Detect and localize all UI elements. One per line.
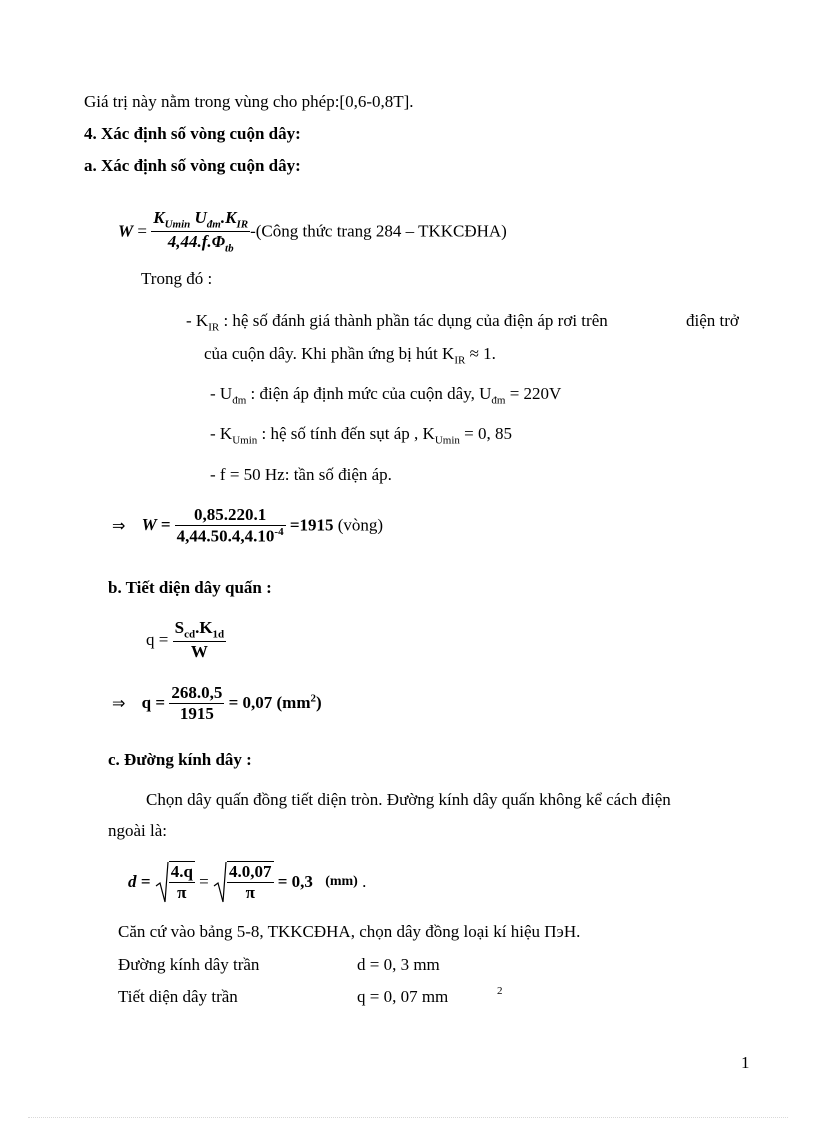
formula-q-lhs: q = bbox=[146, 629, 169, 649]
formula-w-lhs: W bbox=[118, 221, 134, 241]
formula-d-radicand-2: $\frac{4.0,07}{\pi}$ bbox=[229, 862, 272, 902]
heading-subsection-b: b. Tiết diện dây quấn : bbox=[108, 578, 272, 597]
formula-q bbox=[146, 618, 226, 662]
formula-q-denominator: W bbox=[190, 642, 208, 662]
bare-section-label: Tiết diện dây trần bbox=[118, 987, 238, 1006]
def-frequency: - f = 50 Hz: tần số điện áp. bbox=[210, 465, 392, 484]
formula-w-numerator: $K_{Umin}$ $U_{đm}.K_{IR}$ bbox=[153, 208, 249, 231]
calc-w-denominator: $4,44.50.4,4.10^{-4}$ bbox=[176, 525, 284, 546]
heading-section-4: 4. Xác định số vòng cuộn dây: bbox=[84, 124, 301, 143]
calc-q-denominator: 1915 bbox=[179, 703, 214, 723]
formula-d-result: = 0,3 bbox=[277, 872, 313, 891]
bare-diameter-label: Đường kính dây trần bbox=[118, 955, 260, 974]
trong-do-label: Trong đó : bbox=[141, 269, 213, 288]
implies-arrow-icon: ⇒ bbox=[112, 693, 126, 713]
formula-w-note: -(Công thức trang 284 – TKKCĐHA) bbox=[250, 221, 507, 241]
calc-w-numerator: 0,85.220.1 bbox=[175, 505, 286, 526]
calc-q-lhs: q = bbox=[141, 693, 166, 713]
def-udm: - $U_{đm}$ : điện áp định mức của cuộn dây, $U_{đm} = 220V$ bbox=[210, 384, 562, 407]
formula-w-fraction bbox=[151, 208, 250, 255]
sqrt-icon bbox=[155, 860, 195, 904]
bare-diameter-value: d = 0, 3 mm bbox=[357, 955, 440, 974]
calc-w-result: =1915 bbox=[289, 515, 334, 535]
formula-w-denominator: $4,44.f.\Phi_{tb}$ bbox=[167, 232, 234, 255]
page-number: 1 bbox=[741, 1053, 750, 1072]
heading-subsection-a: a. Xác định số vòng cuộn dây: bbox=[84, 156, 301, 175]
page-bottom-divider bbox=[28, 1117, 788, 1118]
formula-w-equals: = bbox=[137, 221, 147, 241]
def-kir-line2: của cuộn dây. Khi phần ứng bị hút $K_{IR} \approx 1$. bbox=[204, 344, 496, 367]
para-table-ref: Căn cứ vào bảng 5-8, TKKCĐHA, chọn dây đồng loại kí hiệu ПэН. bbox=[118, 922, 581, 941]
formula-d bbox=[128, 860, 366, 904]
calc-q-result: = 0,07 $(mm^2)$ bbox=[228, 692, 322, 713]
def-kir-line1: - $K_{IR}$ : hệ số đánh giá thành phần tác dụng của điện áp rơi trên bbox=[186, 311, 608, 334]
formula-d-radicand-1: $\frac{4.q}{\pi}$ bbox=[170, 862, 193, 902]
calc-w-lhs: W = bbox=[141, 515, 171, 535]
formula-w bbox=[118, 208, 507, 255]
calc-q bbox=[112, 683, 322, 723]
def-kumin: - $K_{Umin}$ : hệ số tính đến sụt áp , $K_{Umin} = 0$, 85 bbox=[210, 424, 512, 447]
formula-d-end: . bbox=[362, 872, 367, 891]
sqrt-icon bbox=[213, 860, 274, 904]
formula-d-equals: = bbox=[199, 872, 209, 891]
para-choose-line1: Chọn dây quấn đồng tiết diện tròn. Đường kính dây quấn không kể cách điện bbox=[146, 790, 671, 809]
implies-arrow-icon: ⇒ bbox=[112, 515, 126, 535]
calc-w bbox=[112, 505, 383, 546]
bare-section-value: q = 0, 07 mm bbox=[357, 987, 449, 1006]
sqrt-sign-icon bbox=[213, 860, 227, 904]
formula-q-fraction bbox=[173, 618, 227, 662]
formula-d-lhs: d = bbox=[128, 872, 151, 891]
bare-section-exponent: 2 bbox=[497, 985, 503, 997]
sqrt-sign-icon bbox=[155, 860, 169, 904]
def-kir-line1-end: điện trở bbox=[686, 311, 739, 330]
calc-w-unit: (vòng) bbox=[337, 515, 384, 535]
calc-q-numerator: 268.0,5 bbox=[171, 683, 223, 702]
formula-q-numerator: $S_{cd}.K_{1d}$ bbox=[174, 618, 225, 641]
heading-subsection-c: c. Đường kính dây : bbox=[108, 750, 252, 769]
calc-q-fraction bbox=[169, 683, 224, 723]
formula-d-unit: (mm) bbox=[325, 874, 358, 889]
para-allowed-range: Giá trị này nằm trong vùng cho phép:[0,6-0,8T]. bbox=[84, 92, 414, 111]
calc-w-fraction bbox=[175, 505, 286, 546]
para-choose-line2: ngoài là: bbox=[108, 821, 168, 840]
